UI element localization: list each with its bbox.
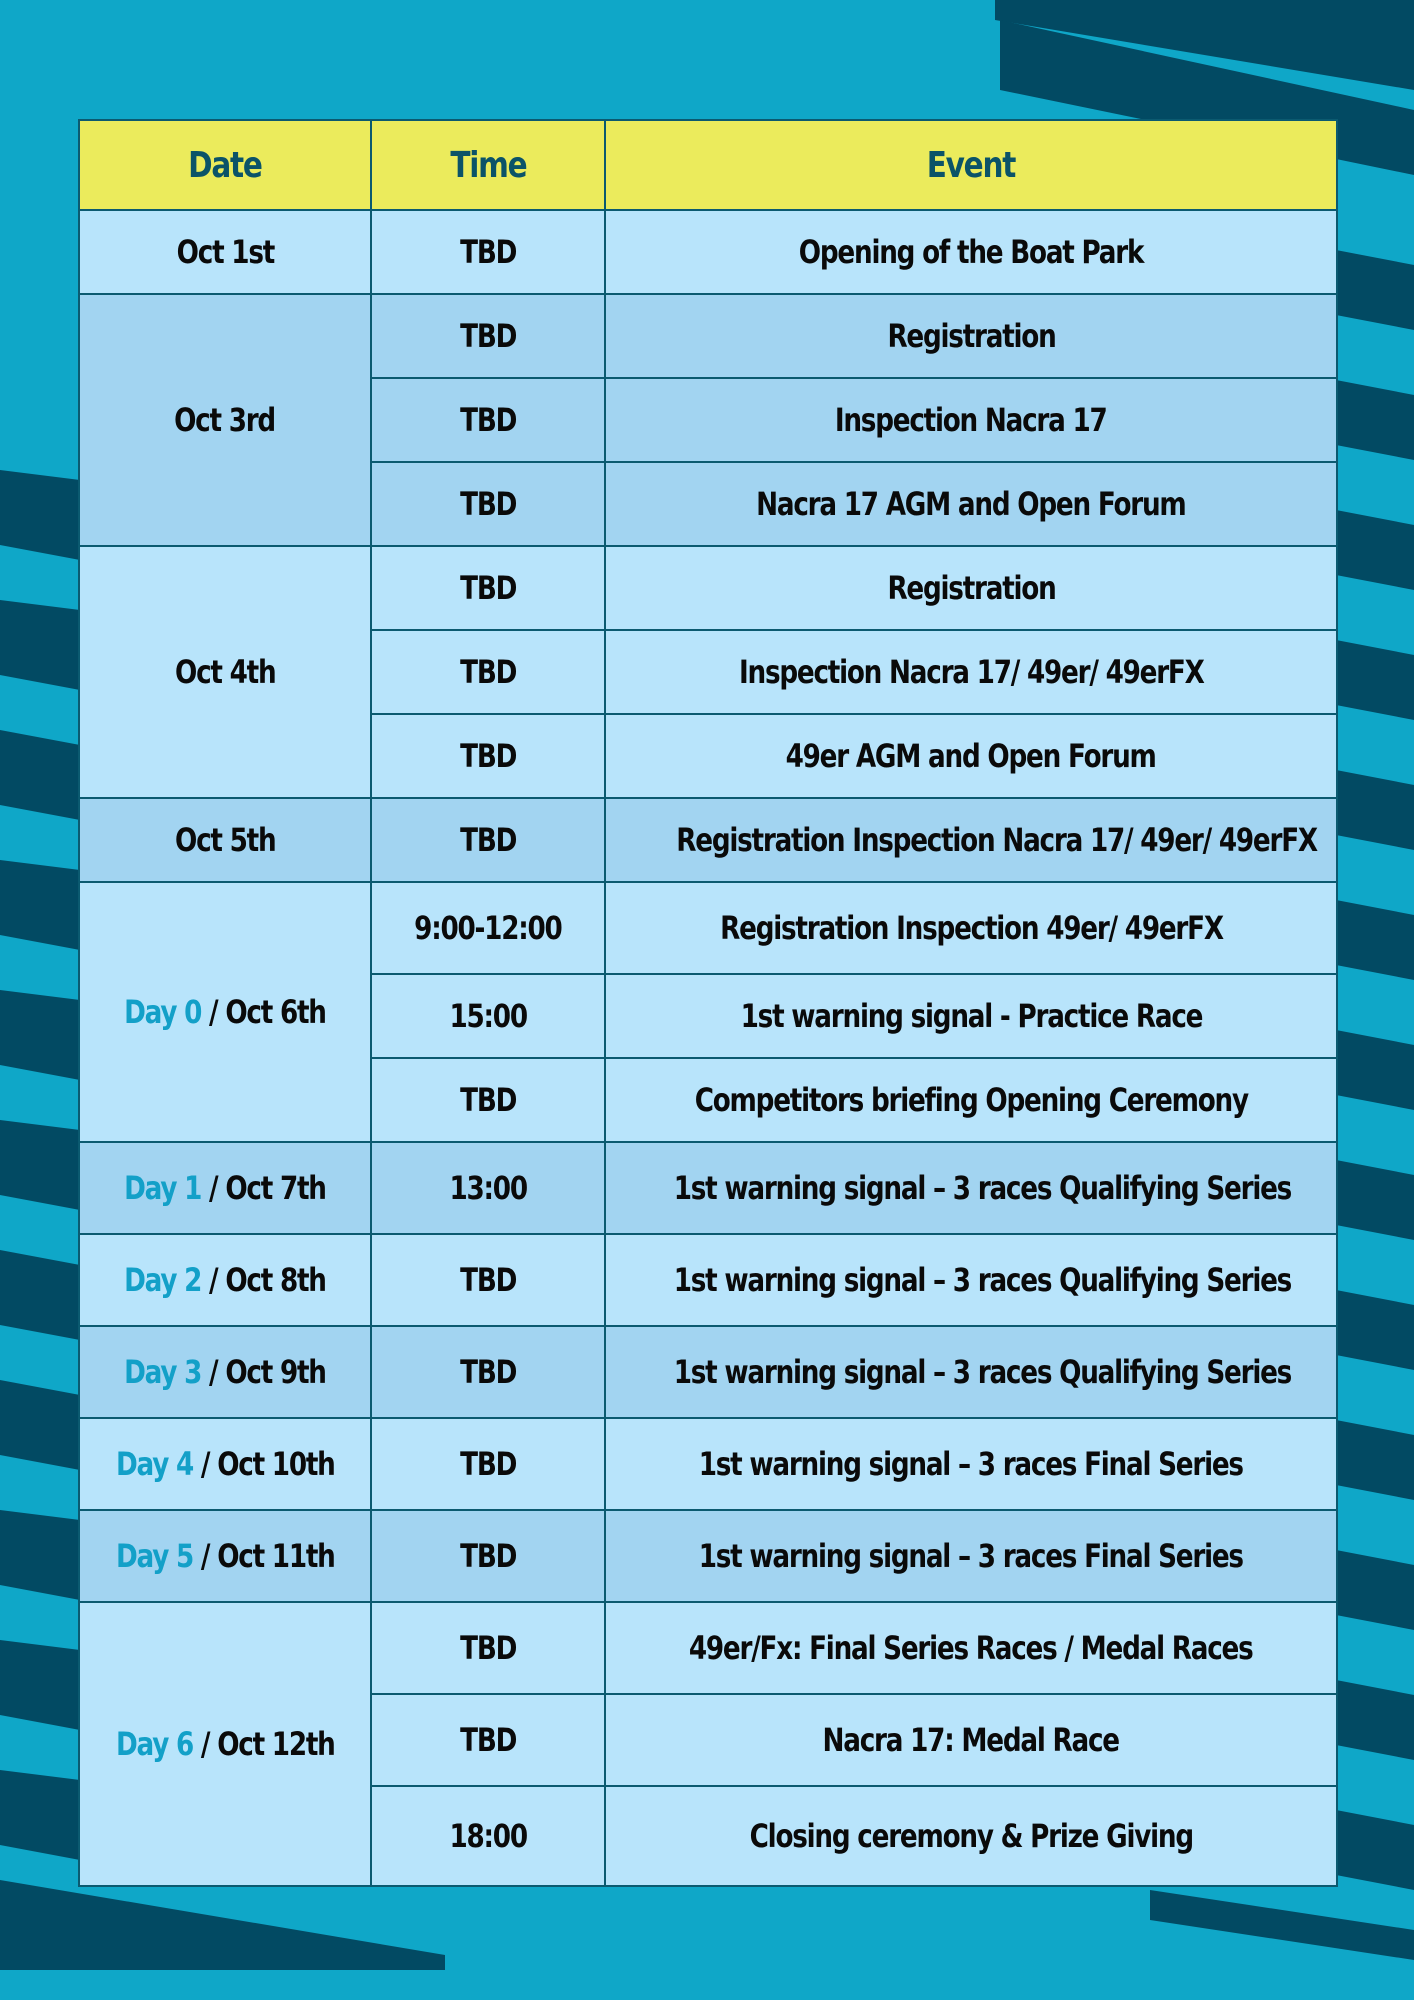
day-label: Day 2 xyxy=(124,1261,202,1299)
table-row xyxy=(79,1234,1337,1326)
time-cell: TBD xyxy=(371,630,605,714)
date-cell: Oct 4th xyxy=(79,546,371,798)
table-row xyxy=(79,1510,1337,1602)
date-cell: Day 0 / Oct 6th xyxy=(79,882,371,1142)
table-row xyxy=(79,1326,1337,1418)
day-label: Day 1 xyxy=(124,1169,202,1207)
header-event: Event xyxy=(605,120,1337,210)
day-label: Day 5 xyxy=(115,1537,193,1575)
date-cell: Oct 1st xyxy=(79,210,371,294)
event-cell: 49er/Fx: Final Series Races / Medal Races xyxy=(605,1602,1337,1694)
day-label: Day 0 xyxy=(124,993,202,1031)
event-cell: 1st warning signal – 3 races Qualifying Series xyxy=(605,1234,1337,1326)
table-row xyxy=(79,1142,1337,1234)
event-cell: Nacra 17: Medal Race xyxy=(605,1694,1337,1786)
date-cell: Day 2 / Oct 8th xyxy=(79,1234,371,1326)
date-cell: Day 1 / Oct 7th xyxy=(79,1142,371,1234)
date-cell: Day 3 / Oct 9th xyxy=(79,1326,371,1418)
time-cell: TBD xyxy=(371,1326,605,1418)
date-cell: Oct 3rd xyxy=(79,294,371,546)
day-label: Day 3 xyxy=(124,1353,202,1391)
time-cell: 15:00 xyxy=(371,974,605,1058)
table-row xyxy=(79,1418,1337,1510)
event-cell: 1st warning signal - Practice Race xyxy=(605,974,1337,1058)
time-cell: TBD xyxy=(371,210,605,294)
time-cell: TBD xyxy=(371,1234,605,1326)
event-cell: 1st warning signal – 3 races Qualifying Series xyxy=(605,1142,1337,1234)
date-cell: Day 6 / Oct 12th xyxy=(79,1602,371,1886)
time-cell: TBD xyxy=(371,378,605,462)
time-cell: 18:00 xyxy=(371,1786,605,1886)
time-cell: TBD xyxy=(371,1510,605,1602)
date-cell: Day 5 / Oct 11th xyxy=(79,1510,371,1602)
table-row xyxy=(79,210,1337,294)
table-row xyxy=(79,882,1337,974)
day-label: Day 4 xyxy=(115,1445,193,1483)
event-cell: Closing ceremony & Prize Giving xyxy=(605,1786,1337,1886)
time-cell: TBD xyxy=(371,294,605,378)
event-cell: Registration xyxy=(605,546,1337,630)
event-cell: 1st warning signal – 3 races Final Series xyxy=(605,1510,1337,1602)
event-cell: Inspection Nacra 17 xyxy=(605,378,1337,462)
event-cell: Opening of the Boat Park xyxy=(605,210,1337,294)
event-schedule-table xyxy=(78,119,1338,1887)
event-cell: 1st warning signal – 3 races Final Series xyxy=(605,1418,1337,1510)
table-row xyxy=(79,1602,1337,1694)
event-cell: 1st warning signal – 3 races Qualifying Series xyxy=(605,1326,1337,1418)
event-cell: Registration Inspection Nacra 17/ 49er/ 49erFX xyxy=(605,798,1337,882)
table-row xyxy=(79,546,1337,630)
header-date: Date xyxy=(79,120,371,210)
time-cell: TBD xyxy=(371,798,605,882)
time-cell: TBD xyxy=(371,546,605,630)
date-cell: Oct 5th xyxy=(79,798,371,882)
time-cell: TBD xyxy=(371,714,605,798)
time-cell: TBD xyxy=(371,1418,605,1510)
time-cell: 9:00-12:00 xyxy=(371,882,605,974)
date-cell: Day 4 / Oct 10th xyxy=(79,1418,371,1510)
header-time: Time xyxy=(371,120,605,210)
event-cell: Nacra 17 AGM and Open Forum xyxy=(605,462,1337,546)
event-cell: Registration Inspection 49er/ 49erFX xyxy=(605,882,1337,974)
time-cell: 13:00 xyxy=(371,1142,605,1234)
day-label: Day 6 xyxy=(115,1725,193,1763)
time-cell: TBD xyxy=(371,1694,605,1786)
table-row xyxy=(79,798,1337,882)
time-cell: TBD xyxy=(371,1058,605,1142)
table-header-row xyxy=(79,120,1337,210)
time-cell: TBD xyxy=(371,1602,605,1694)
event-cell: 49er AGM and Open Forum xyxy=(605,714,1337,798)
event-cell: Registration xyxy=(605,294,1337,378)
event-cell: Inspection Nacra 17/ 49er/ 49erFX xyxy=(605,630,1337,714)
table-row xyxy=(79,294,1337,378)
time-cell: TBD xyxy=(371,462,605,546)
event-cell: Competitors briefing Opening Ceremony xyxy=(605,1058,1337,1142)
